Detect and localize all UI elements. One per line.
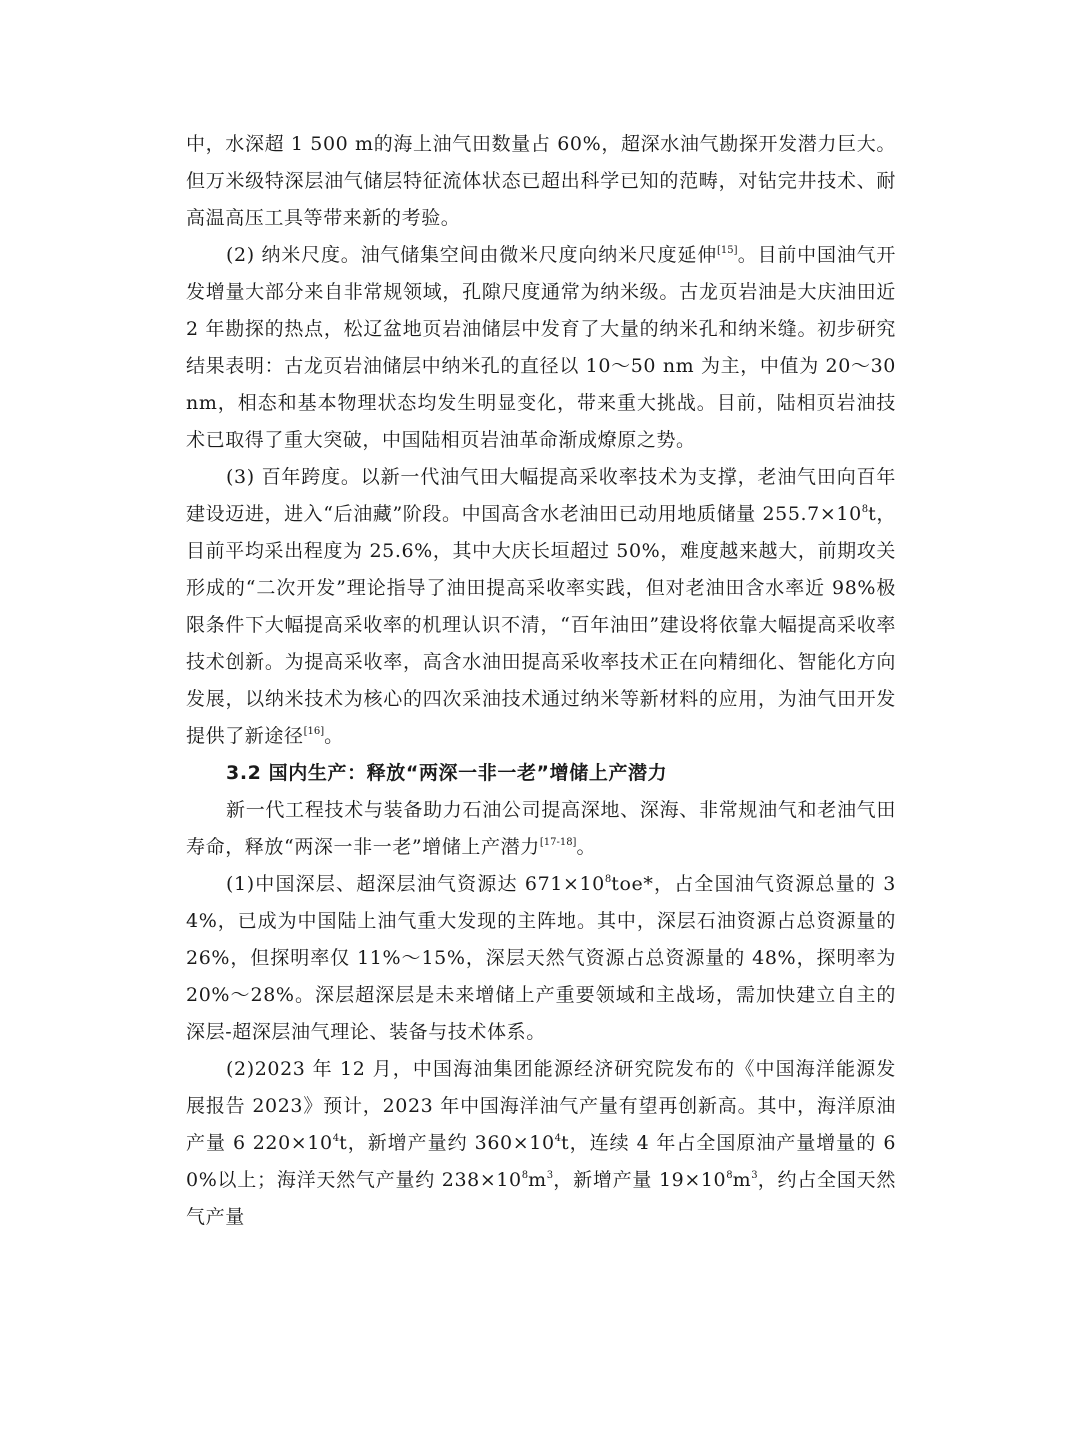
- text-run: ，新增产量 19×10: [553, 1169, 727, 1191]
- superscript: 8: [521, 1170, 529, 1181]
- text-run: t，目前平均采出程度为 25.6%，其中大庆长垣超过 50%，难度越来越大，前期攻关形成的“二次开发”理论指导了油田提高采收率实践，但对老油田含水率近 98%极限条件下大幅提高采收率的机理认识不清，“百年油田”建设将依靠大幅提高采收率技术创新。为提高采收率，高含水油田提高采收率技术正在向精细化、智能化方向发展，以纳米技术为核心的四次采油技术通过纳米等新材料的应用，为油气田开发提供了新途径: [186, 503, 897, 747]
- text-run: 。: [324, 725, 344, 747]
- text-run: m: [732, 1169, 752, 1191]
- text-run: ，约占全国天然气产量: [186, 1169, 896, 1228]
- text-run: (3) 百年跨度。以新一代油气田大幅提高采收率技术为支撑，老油气田向百年建设迈进，进入“后油藏”阶段。中国高含水老油田已动用地质储量 255.7×10: [186, 466, 896, 525]
- text-run: 新一代工程技术与装备助力石油公司提高深地、深海、非常规油气和老油气田寿命，释放“两深一非一老”增储上产潜力: [186, 799, 896, 858]
- text-run: toe*，占全国油气资源总量的 34%，已成为中国陆上油气重大发现的主阵地。其中，深层石油资源占总资源量的 26%，但探明率仅 11%～15%，深层天然气资源占总资源量的 48%，探明率为 20%～28%。深层超深层是未来增储上产重要领域和主战场，需加快建立自主的深层-超深层油气理论、装备与技术体系。: [186, 873, 896, 1043]
- document-page: [186, 126, 896, 1236]
- text-run: (1)中国深层、超深层油气资源达 671×10: [226, 873, 605, 895]
- text-run: (2)2023 年 12 月，中国海油集团能源经济研究院发布的《中国海洋能源发展报告 2023》预计，2023 年中国海洋油气产量有望再创新高。其中，海洋原油产量 6 220×10: [186, 1058, 896, 1154]
- superscript: [15]: [717, 245, 738, 256]
- text-run: 。: [576, 836, 597, 858]
- text-run: 。目前中国油气开发增量大部分来自非常规领域，孔隙尺度通常为纳米级。古龙页岩油是大庆油田近 2 年勘探的热点，松辽盆地页岩油储层中发育了大量的纳米孔和纳米缝。初步研究结果表明：古龙页岩油储层中纳米孔的直径以 10～50 nm 为主，中值为 20～30 nm，相态和基本物理状态均发生明显变化，带来重大挑战。目前，陆相页岩油技术已取得了重大突破，中国陆相页岩油革命渐成燎原之势。: [186, 244, 896, 451]
- paragraph-p3: [186, 459, 896, 755]
- superscript: 8: [604, 874, 612, 885]
- paragraph-p5: [186, 866, 896, 1051]
- superscript: 8: [726, 1170, 733, 1181]
- paragraph-p6: [186, 1051, 896, 1236]
- text-run: 3.2 国内生产：释放“两深一非一老”增储上产潜力: [226, 762, 668, 784]
- section-heading: [186, 755, 896, 792]
- text-run: t，新增产量约 360×10: [339, 1132, 555, 1154]
- superscript: [17-18]: [539, 837, 577, 848]
- paragraph-p4: [186, 792, 896, 866]
- superscript: 3: [546, 1170, 554, 1181]
- superscript: 3: [751, 1170, 758, 1181]
- text-run: m: [528, 1169, 547, 1191]
- text-run: t，连续 4 年占全国原油产量增量的 60%以上；海洋天然气产量约 238×10: [186, 1132, 897, 1191]
- superscript: 4: [332, 1133, 340, 1144]
- paragraph-p2: [186, 237, 896, 459]
- paragraph-p1: [186, 126, 896, 237]
- text-run: 中，水深超 1 500 m的海上油气田数量占 60%，超深水油气勘探开发潜力巨大。但万米级特深层油气储层特征流体状态已超出科学已知的范畴，对钻完井技术、耐高温高压工具等带来新的考验。: [186, 133, 896, 229]
- text-run: (2) 纳米尺度。油气储集空间由微米尺度向纳米尺度延伸: [226, 244, 718, 266]
- superscript: 8: [861, 504, 869, 515]
- superscript: 4: [554, 1133, 562, 1144]
- superscript: [16]: [303, 726, 325, 737]
